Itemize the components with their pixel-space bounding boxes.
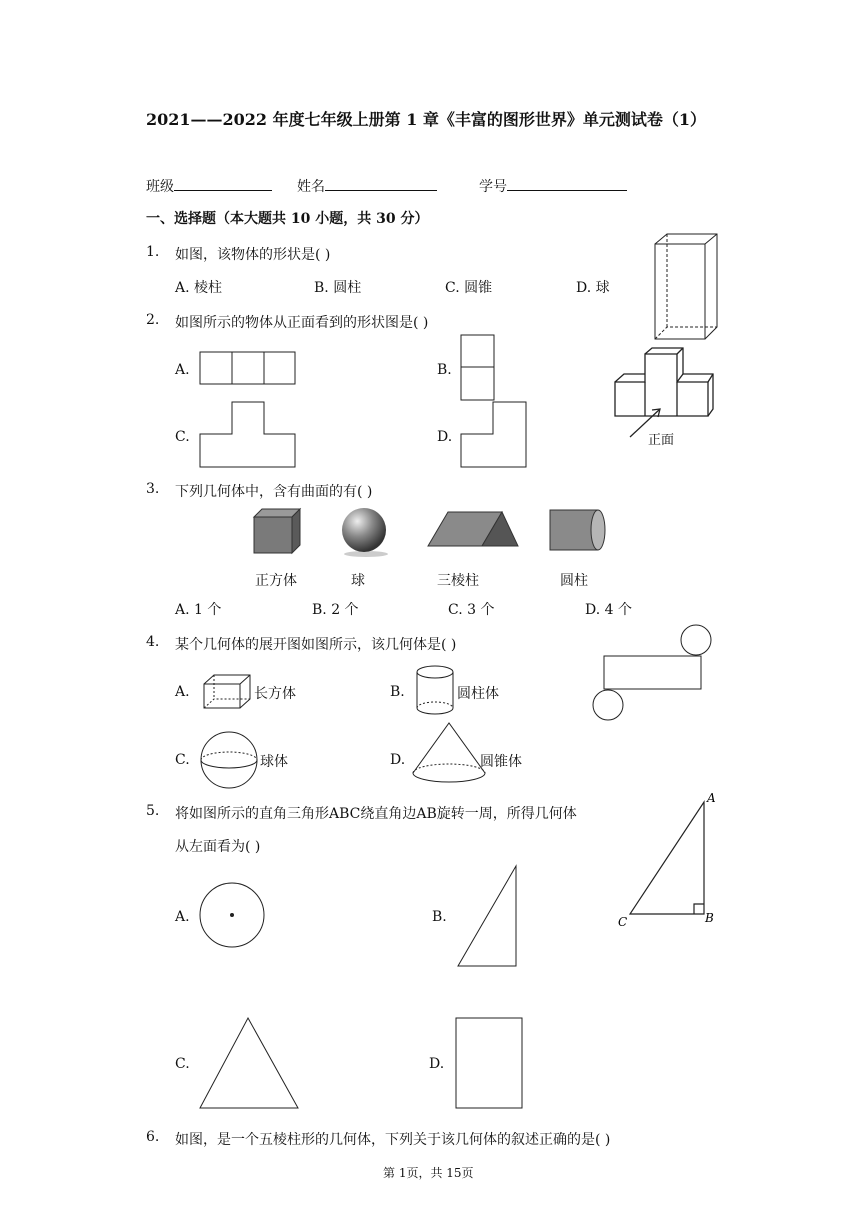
front-label: 正面 <box>648 433 675 448</box>
q4-net-figure <box>590 624 720 724</box>
option-b: B. 2 个 <box>312 602 359 618</box>
option-c: C. 圆锥 <box>445 280 493 296</box>
cylinder-outline-icon <box>415 664 455 718</box>
option-b: B. 圆柱 <box>314 280 362 296</box>
question-number: 1. <box>146 244 160 260</box>
id-field <box>479 176 627 196</box>
question-number: 4. <box>146 634 160 650</box>
class-field <box>146 176 272 196</box>
option-c: C. 3 个 <box>448 602 495 618</box>
sphere-name-label: 球体 <box>260 754 288 770</box>
option-c: C. <box>175 429 190 445</box>
option-d: D. <box>429 1056 445 1072</box>
q5-option-a-figure <box>199 882 267 950</box>
question-number: 2. <box>146 312 160 328</box>
option-a: A. <box>175 909 190 925</box>
q2-option-a-figure <box>199 351 297 387</box>
id-blank <box>507 176 627 191</box>
q1-prism-figure <box>650 232 720 342</box>
option-a: A. 棱柱 <box>175 280 223 296</box>
vertex-c-label: C <box>618 915 628 929</box>
option-d: D. 球 <box>576 280 610 296</box>
question-text-line1: 将如图所示的直角三角形ABC绕直角边AB旋转一周，所得几何体 <box>175 806 577 822</box>
question-text: 如图，是一个五棱柱形的几何体，下列关于该几何体的叙述正确的是( ) <box>175 1132 611 1148</box>
name-label: 姓名 <box>297 179 325 195</box>
option-b: B. <box>390 684 405 700</box>
prism-label: 三棱柱 <box>437 573 479 589</box>
option-b: B. <box>432 909 447 925</box>
option-d: D. <box>390 752 406 768</box>
question-text-line2: 从左面看为( ) <box>175 839 261 855</box>
option-a: A. <box>175 362 190 378</box>
page-title: 2021——2022 年度七年级上册第 1 章《丰富的图形世界》单元测试卷（1） <box>146 110 707 129</box>
question-number: 6. <box>146 1129 160 1145</box>
q2-option-b-figure <box>460 334 496 402</box>
class-blank <box>174 176 272 191</box>
cylinder-name-label: 圆柱体 <box>457 686 499 702</box>
cone-outline-icon <box>411 721 487 791</box>
q5-option-c-figure <box>198 1016 300 1110</box>
cylinder-label: 圆柱 <box>560 573 588 589</box>
q5-option-b-figure <box>456 864 518 968</box>
question-number: 3. <box>146 481 160 497</box>
option-c: C. <box>175 752 190 768</box>
sphere-outline-icon <box>200 730 260 790</box>
triangular-prism-icon <box>426 510 522 550</box>
cuboid-icon <box>202 672 252 712</box>
q2-option-c-figure <box>199 401 297 469</box>
vertex-a-label: A <box>707 791 716 805</box>
vertex-b-label: B <box>705 911 714 925</box>
question-text: 某个几何体的展开图如图所示，该几何体是( ) <box>175 637 457 653</box>
cylinder-icon <box>548 508 608 554</box>
question-number: 5. <box>146 803 160 819</box>
question-text: 下列几何体中，含有曲面的有( ) <box>175 484 373 500</box>
cuboid-label: 长方体 <box>254 686 296 702</box>
name-blank <box>325 176 437 191</box>
class-label: 班级 <box>146 179 174 195</box>
option-b: B. <box>437 362 452 378</box>
q2-option-d-figure <box>460 401 528 469</box>
cube-label: 正方体 <box>255 573 297 589</box>
cone-name-label: 圆锥体 <box>480 754 522 770</box>
page-footer: 第 1页，共 15页 <box>383 1166 474 1180</box>
option-a: A. 1 个 <box>175 602 222 618</box>
id-label: 学号 <box>479 179 507 195</box>
sphere-label: 球 <box>351 573 365 589</box>
option-d: D. <box>437 429 453 445</box>
question-text: 如图所示的物体从正面看到的形状图是( ) <box>175 315 429 331</box>
cube-icon <box>252 507 302 557</box>
option-a: A. <box>175 684 190 700</box>
option-d: D. 4 个 <box>585 602 632 618</box>
question-text: 如图，该物体的形状是( ) <box>175 247 331 263</box>
section-heading: 一、选择题（本大题共 10 小题，共 30 分） <box>146 211 429 227</box>
name-field <box>297 176 437 196</box>
sphere-icon <box>340 506 392 558</box>
q5-triangle-figure <box>612 790 722 930</box>
option-c: C. <box>175 1056 190 1072</box>
q5-option-d-figure <box>455 1017 523 1109</box>
